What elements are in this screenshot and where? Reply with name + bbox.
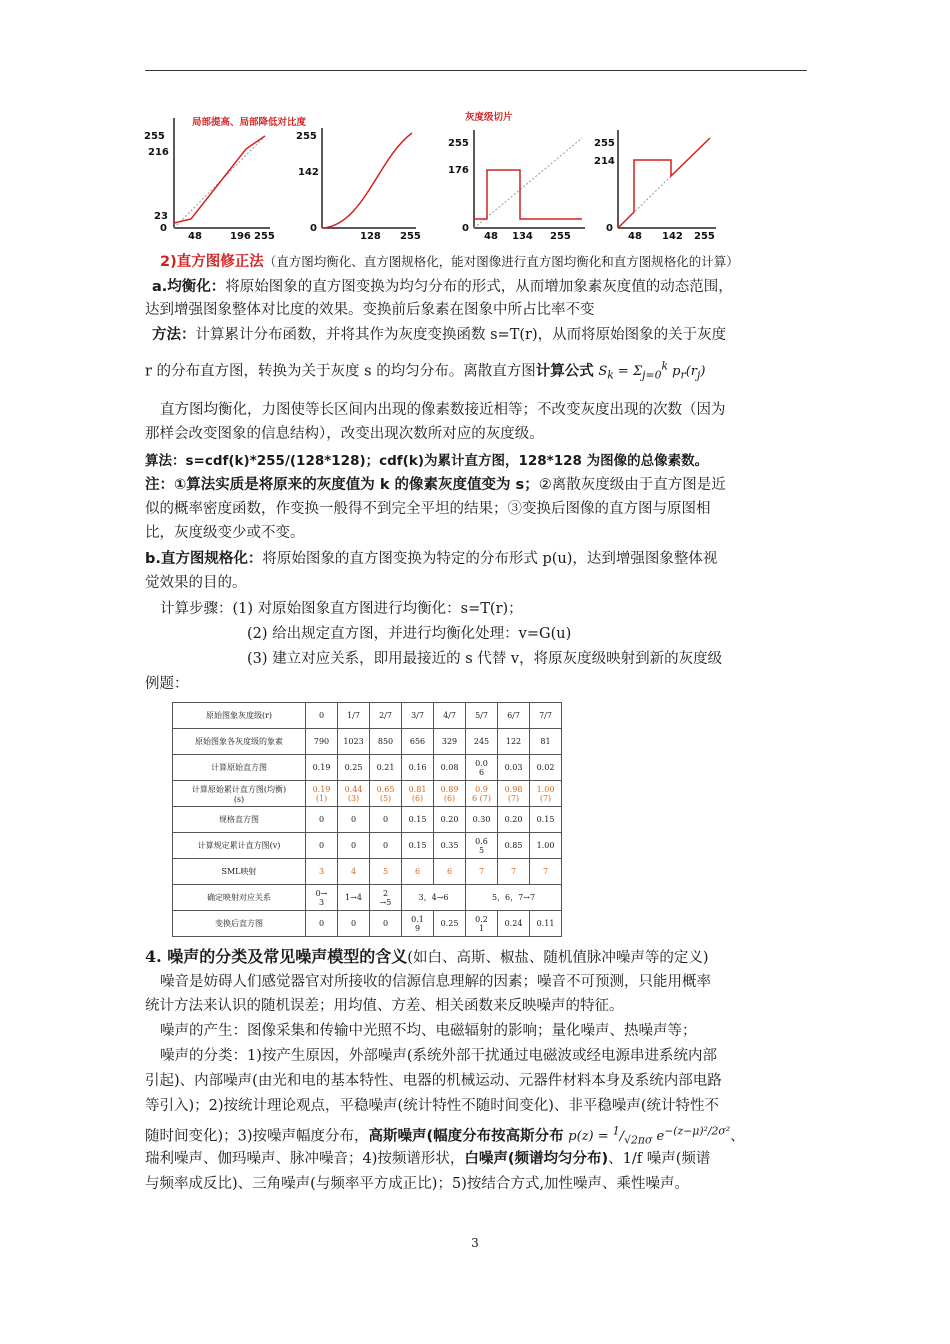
- table-cell: 7: [466, 859, 498, 885]
- table-cell: 1.00: [530, 833, 562, 859]
- table-cell: 4: [338, 859, 370, 885]
- table-cell: 0.44 (3): [338, 781, 370, 807]
- table-cell: 0.15: [530, 807, 562, 833]
- paragraph-line: 统计方法来认识的随机误差；用均值、方差、相关函数来反映噪声的特征。: [145, 998, 624, 1014]
- paragraph-line: 觉效果的目的。: [145, 575, 247, 591]
- x-tick: 255: [550, 231, 571, 242]
- y-tick: 255: [144, 131, 165, 142]
- y-tick: 0: [160, 223, 167, 234]
- table-cell: 1.00 (7): [530, 781, 562, 807]
- chart-title: 灰度级切片: [465, 112, 513, 123]
- y-tick: 255: [296, 131, 317, 142]
- table-row: [173, 703, 562, 729]
- table-cell: 4/7: [434, 703, 466, 729]
- table-row: [173, 781, 562, 807]
- table-cell: 0→ 3: [306, 885, 338, 911]
- x-tick: 134: [512, 231, 533, 242]
- y-tick: 142: [298, 167, 319, 178]
- table-cell: 0.16: [402, 755, 434, 781]
- table-cell: 3，4→6: [402, 885, 466, 911]
- table-cell: 6/7: [498, 703, 530, 729]
- table-cell: 245: [466, 729, 498, 755]
- y-tick: 216: [148, 147, 169, 158]
- paragraph-line: 直方图均衡化，力图使等长区间内出现的像素数接近相等；不改变灰度出现的次数（因为: [160, 402, 726, 418]
- table-cell: 0.35: [434, 833, 466, 859]
- section-heading: 2)直方图修正法（直方图均衡化、直方图规格化，能对图像进行直方图均衡化和直方图规格化的计算）: [160, 254, 739, 270]
- note-line: 注：①算法实质是将原来的灰度值为 k 的像素灰度值变为 s；②离散灰度级由于直方图是近: [145, 477, 726, 493]
- chart-level-slicing-preserve: [594, 108, 758, 243]
- table-cell: 1/7: [338, 703, 370, 729]
- table-cell: 0.25: [434, 911, 466, 937]
- table-cell: 5，6，7→7: [466, 885, 562, 911]
- y-tick: 0: [462, 223, 469, 234]
- step-line: (3) 建立对应关系，即用最接近的 s 代替 v，将原灰度级映射到新的灰度级: [247, 651, 723, 667]
- table-cell: 0.81 (6): [402, 781, 434, 807]
- table-cell: 5: [370, 859, 402, 885]
- x-tick: 255: [254, 231, 275, 242]
- gaussian-formula: $p(z) = ^1/_{√2\pi\sigma}$ $e^{-(z-\mu)^2/2\sigma^2}$: [568, 1125, 731, 1147]
- table-row: [173, 911, 562, 937]
- table-cell: 790: [306, 729, 338, 755]
- table-cell: 0.15: [402, 833, 434, 859]
- step-line: 计算步骤：(1) 对原始图象直方图进行均衡化：s=T(r)；: [160, 601, 523, 617]
- row-label: 规格直方图: [173, 807, 306, 833]
- table-cell: 6: [402, 859, 434, 885]
- table-cell: 1023: [338, 729, 370, 755]
- x-tick: 196: [230, 231, 251, 242]
- table-cell: 2/7: [370, 703, 402, 729]
- paragraph-line: 噪声的产生：图像采集和传输中光照不均、电磁辐射的影响；量化噪声、热噪声等；: [160, 1023, 697, 1039]
- table-cell: 0: [370, 911, 402, 937]
- table-cell: 0.1 9: [402, 911, 434, 937]
- table-cell: 0.03: [498, 755, 530, 781]
- paragraph-line: r 的分布直方图，转换为关于灰度 s 的均匀分布。离散直方图计算公式 $S_k = \Sigma_{j=0}^k$ $p_r(r_j)$: [145, 360, 706, 382]
- table-cell: 0: [306, 807, 338, 833]
- y-tick: 255: [594, 138, 615, 149]
- table-cell: 1→4: [338, 885, 370, 911]
- table-cell: 0: [306, 911, 338, 937]
- example-table: [172, 702, 562, 937]
- table-cell: 0: [338, 807, 370, 833]
- table-cell: 850: [370, 729, 402, 755]
- table-cell: 122: [498, 729, 530, 755]
- table-cell: 2 →5: [370, 885, 402, 911]
- table-row: [173, 859, 562, 885]
- y-tick: 176: [448, 165, 469, 176]
- paragraph-line: 噪声的分类：1)按产生原因，外部噪声(系统外部干扰通过电磁波或经电源串进系统内部: [160, 1048, 718, 1064]
- table-cell: 0: [370, 807, 402, 833]
- table-cell: 0.20: [498, 807, 530, 833]
- table-cell: 0.08: [434, 755, 466, 781]
- section-heading: 4. 噪声的分类及常见噪声模型的含义(如白、高斯、椒盐、随机值脉冲噪声等的定义): [145, 947, 709, 966]
- row-label: SML映射: [173, 859, 306, 885]
- chart-s-curve: [288, 108, 448, 243]
- step-line: (2) 给出规定直方图，并进行均衡化处理：v=G(u): [247, 626, 572, 642]
- table-cell: 0: [306, 833, 338, 859]
- paragraph-line: 那样会改变图象的信息结构），改变出现次数所对应的灰度级。: [145, 426, 544, 442]
- paragraph-line: 达到增强图象整体对比度的效果。变换前后象素在图象中所占比率不变: [145, 302, 595, 318]
- x-tick: 48: [188, 231, 202, 242]
- row-label: 计算原始累计直方图(均衡) (s): [173, 781, 306, 807]
- table-cell: 0.02: [530, 755, 562, 781]
- note-line: 比，灰度级变少或不变。: [145, 525, 305, 541]
- table-cell: 3/7: [402, 703, 434, 729]
- page-number: 3: [471, 1236, 479, 1250]
- header-rule: [145, 70, 807, 71]
- table-cell: 0: [370, 833, 402, 859]
- row-label: 计算原始直方图: [173, 755, 306, 781]
- table-cell: 6: [434, 859, 466, 885]
- transfer-function-charts: [140, 108, 810, 243]
- table-cell: 0.89 (6): [434, 781, 466, 807]
- paragraph-line: 等引入)；2)按统计理论观点，平稳噪声(统计特性不随时间变化)、非平稳噪声(统计特性不: [145, 1098, 720, 1114]
- chart-level-slicing: [440, 108, 600, 243]
- paragraph-line: 方法：计算累计分布函数，并将其作为灰度变换函数 s=T(r)，从而将原始图象的关于灰度: [152, 327, 727, 343]
- table-cell: 0.19 (1): [306, 781, 338, 807]
- x-tick: 255: [400, 231, 421, 242]
- table-cell: 0.20: [434, 807, 466, 833]
- x-tick: 48: [484, 231, 498, 242]
- paragraph-line: 引起)、内部噪声(由光和电的基本特性、电器的机械运动、元器件材料本身及系统内部电路: [145, 1073, 722, 1089]
- paragraph-line: 与频率成反比)、三角噪声(与频率平方成正比)；5)按结合方式,加性噪声、乘性噪声。: [145, 1176, 689, 1192]
- note-line: 似的概率密度函数，作变换一般得不到完全平坦的结果；③变换后图像的直方图与原图相: [145, 501, 711, 517]
- x-tick: 142: [662, 231, 683, 242]
- x-tick: 255: [694, 231, 715, 242]
- y-tick: 255: [448, 138, 469, 149]
- table-cell: 0.24: [498, 911, 530, 937]
- row-label: 原始图象各灰度级的象素: [173, 729, 306, 755]
- x-tick: 48: [628, 231, 642, 242]
- paragraph-line: 瑞利噪声、伽玛噪声、脉冲噪音；4)按频谱形状，白噪声(频谱均匀分布)、1/f 噪声(频谱: [145, 1151, 711, 1167]
- table-row: [173, 729, 562, 755]
- table-cell: 7: [498, 859, 530, 885]
- table-cell: 7/7: [530, 703, 562, 729]
- table-cell: 0.30: [466, 807, 498, 833]
- row-label: 确定映射对应关系: [173, 885, 306, 911]
- table-cell: 0.85: [498, 833, 530, 859]
- table-row: [173, 885, 562, 911]
- table-row: [173, 755, 562, 781]
- y-tick: 0: [310, 223, 317, 234]
- table-cell: 81: [530, 729, 562, 755]
- table-cell: 329: [434, 729, 466, 755]
- table-cell: 0.11: [530, 911, 562, 937]
- paragraph-line: 噪音是妨碍人们感觉器官对所接收的信源信息理解的因素；噪音不可预测，只能用概率: [160, 974, 711, 990]
- table-cell: 0: [338, 833, 370, 859]
- paragraph-line: b.直方图规格化：将原始图象的直方图变换为特定的分布形式 p(u)，达到增强图象整体视: [145, 551, 718, 567]
- table-cell: 0.2 1: [466, 911, 498, 937]
- table-cell: 0: [338, 911, 370, 937]
- table-row: [173, 833, 562, 859]
- table-cell: 0: [306, 703, 338, 729]
- table-cell: 0.21: [370, 755, 402, 781]
- table-cell: 7: [530, 859, 562, 885]
- x-tick: 128: [360, 231, 381, 242]
- cdf-formula: $S_k = \Sigma_{j=0}^k$ $p_r(r_j)$: [598, 360, 706, 382]
- table-cell: 656: [402, 729, 434, 755]
- paragraph-line: a.均衡化：将原始图象的直方图变换为均匀分布的形式，从而增加象素灰度值的动态范围，: [152, 279, 733, 295]
- table-cell: 3: [306, 859, 338, 885]
- chart-contrast-stretch: [140, 108, 307, 243]
- table-cell: 0.6 5: [466, 833, 498, 859]
- table-cell: 0.65 (5): [370, 781, 402, 807]
- row-label: 计算规定累计直方图(v): [173, 833, 306, 859]
- chart-title: 局部提高、局部降低对比度: [192, 117, 307, 128]
- table-cell: 0.9 6 (7): [466, 781, 498, 807]
- table-cell: 0.98 (7): [498, 781, 530, 807]
- table-cell: 0.19: [306, 755, 338, 781]
- example-label: 例题：: [145, 676, 189, 692]
- y-tick: 0: [606, 223, 613, 234]
- row-label: 变换后直方图: [173, 911, 306, 937]
- table-cell: 0.25: [338, 755, 370, 781]
- table-cell: 5/7: [466, 703, 498, 729]
- paragraph-line: 随时间变化)；3)按噪声幅度分布，高斯噪声(幅度分布按高斯分布 $p(z) = ^1/_{√2\pi\sigma}$ $e^{-(z-\mu)^2/2\sigma^2}$、: [145, 1125, 745, 1147]
- algorithm-line: 算法：s=cdf(k)*255/(128*128)；cdf(k)为累计直方图，128*128 为图像的总像素数。: [145, 453, 709, 469]
- table-row: [173, 807, 562, 833]
- table-cell: 0.15: [402, 807, 434, 833]
- row-label: 原始图象灰度级(r): [173, 703, 306, 729]
- y-tick: 23: [154, 211, 168, 222]
- y-tick: 214: [594, 156, 615, 167]
- table-cell: 0.0 6: [466, 755, 498, 781]
